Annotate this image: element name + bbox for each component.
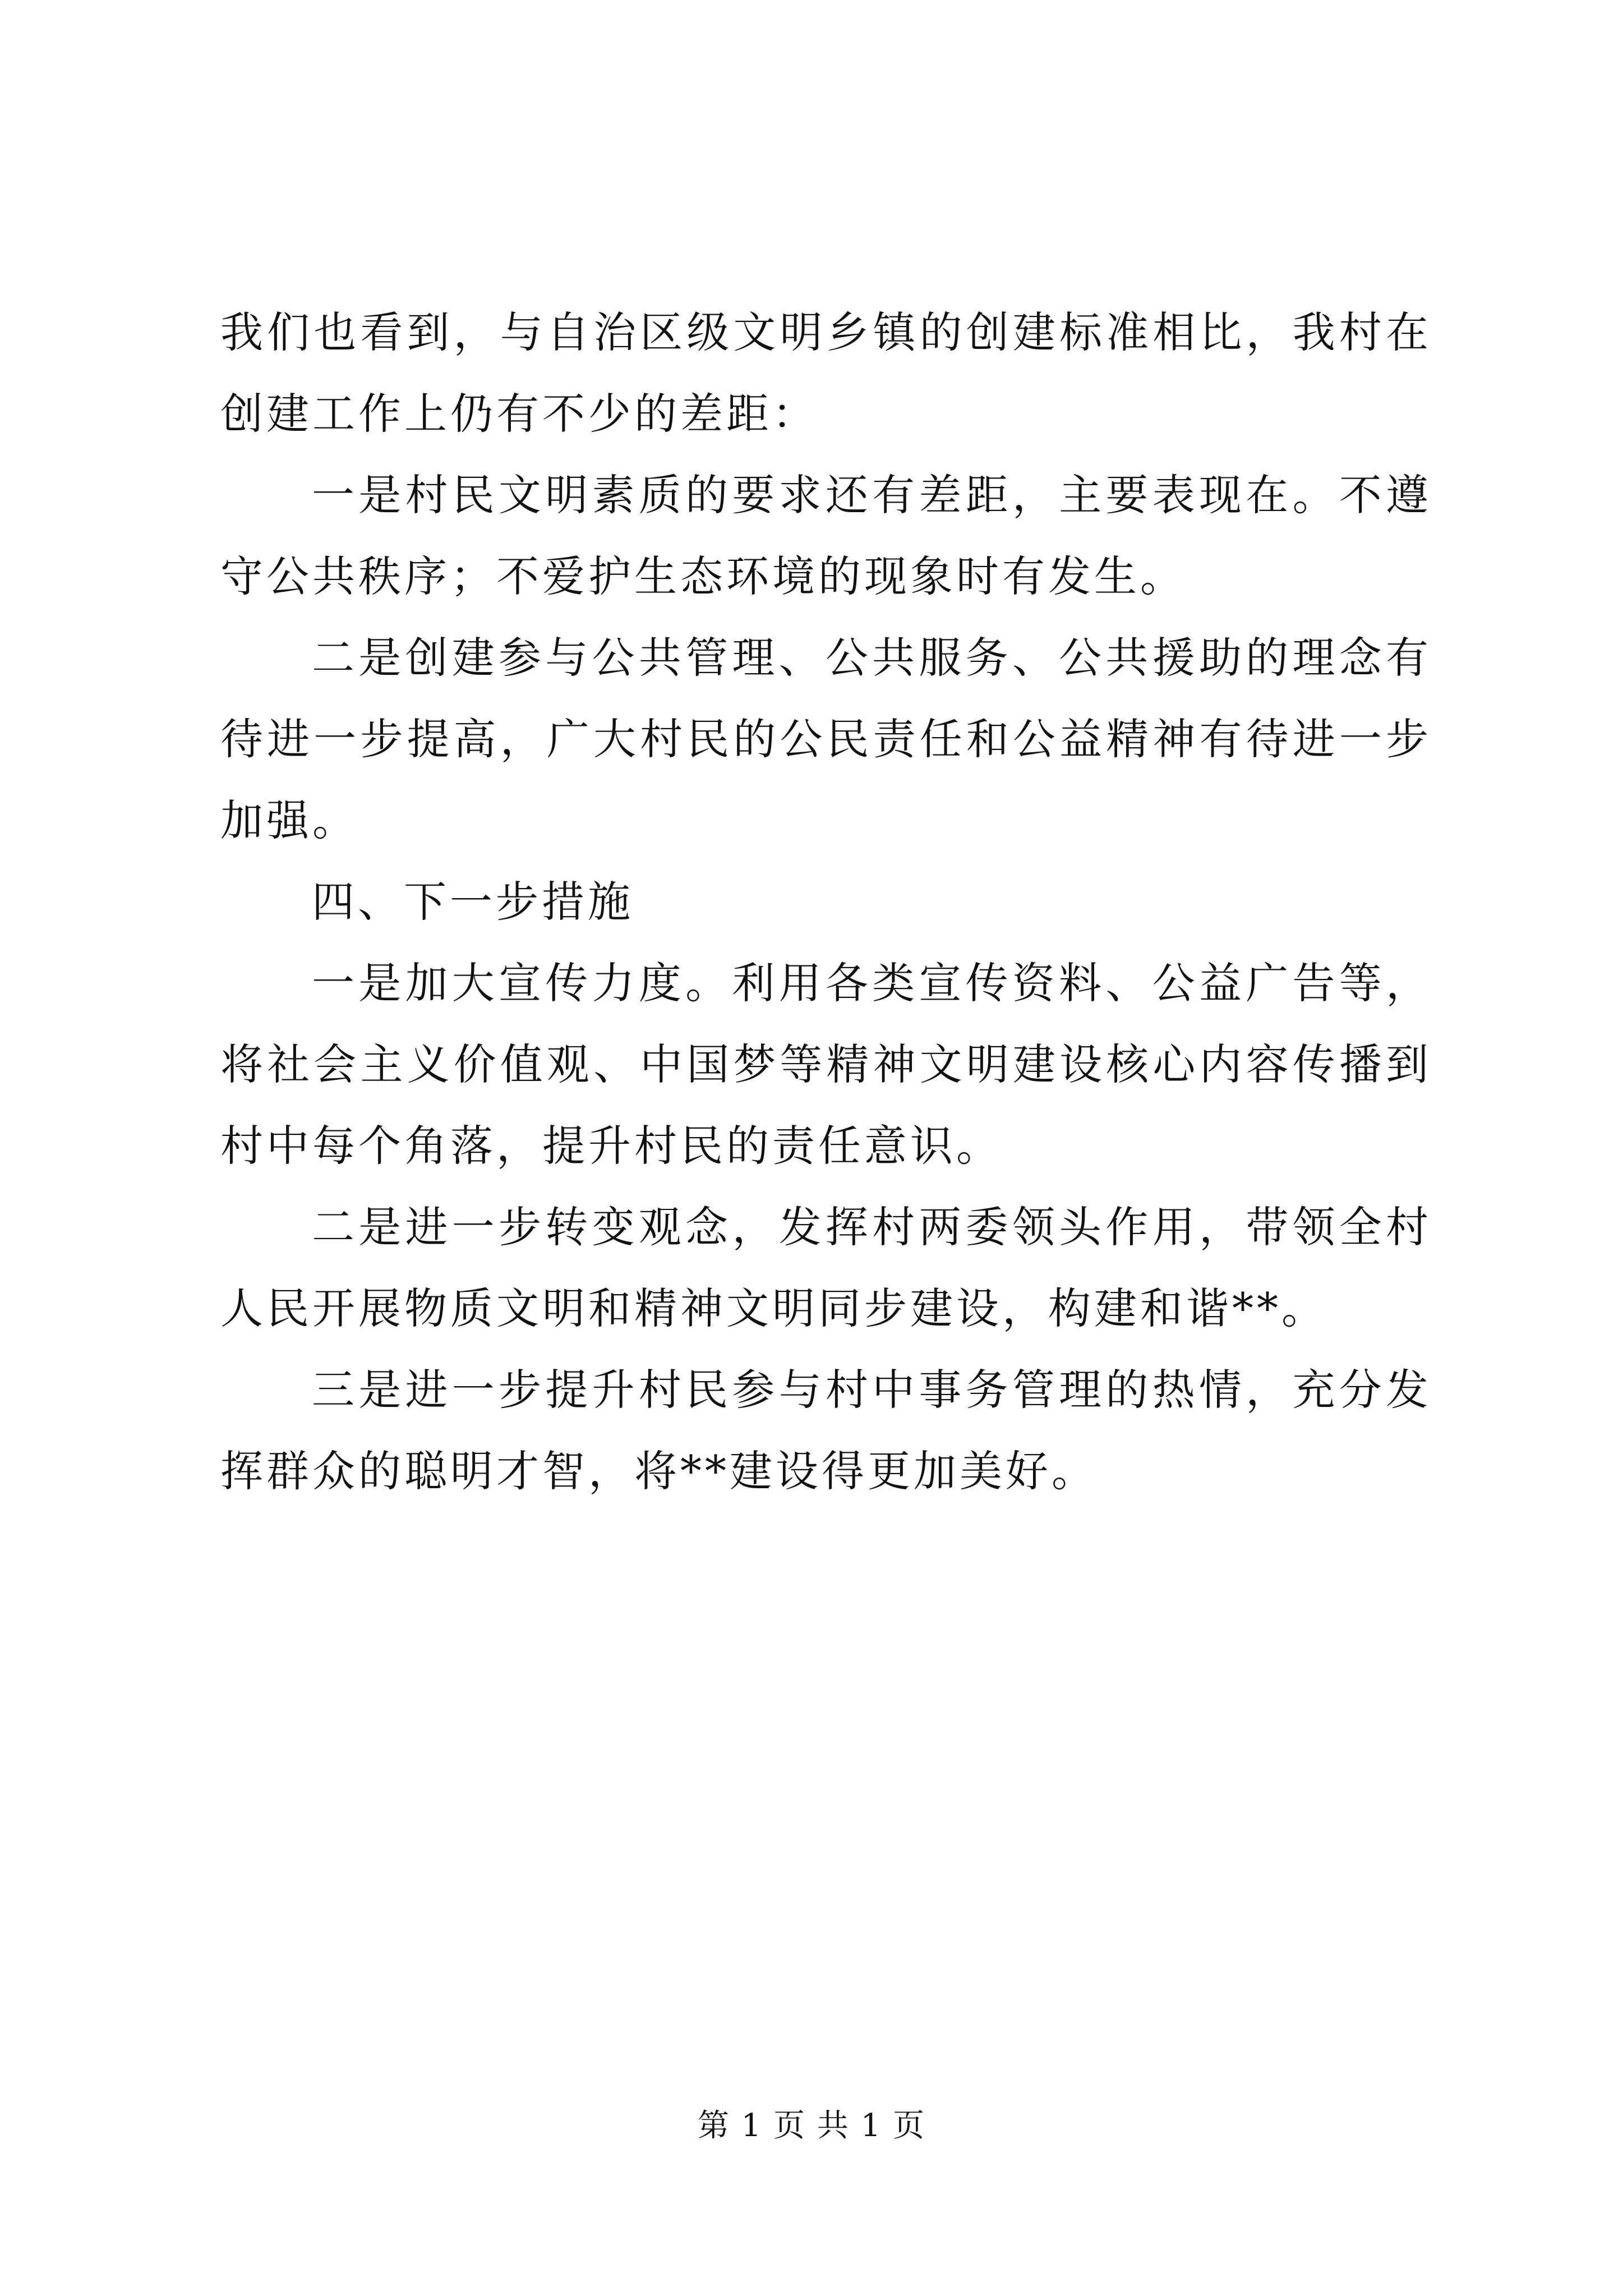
paragraph-intro: 我们也看到，与自治区级文明乡镇的创建标准相比，我村在创建工作上仍有不少的差距： (220, 307, 1432, 439)
paragraph-measure-two: 二是进一步转变观念，发挥村两委领头作用，带领全村人民开展物质文明和精神文明同步建设，构建和谐**。 (220, 1202, 1432, 1333)
paragraph-gap-two: 二是创建参与公共管理、公共服务、公共援助的理念有待进一步提高，广大村民的公民责任和公益精神有待进一步加强。 (220, 633, 1432, 845)
page-number-footer: 第 1 页 共 1 页 (697, 2108, 926, 2144)
paragraph-gap-one: 一是村民文明素质的要求还有差距，主要表现在。不遵守公共秩序；不爱护生态环境的现象时有发生。 (220, 470, 1432, 601)
paragraph-measure-one: 一是加大宣传力度。利用各类宣传资料、公益广告等，将社会主义价值观、中国梦等精神文明建设核心内容传播到村中每个角落，提升村民的责任意识。 (220, 958, 1432, 1171)
document-body (220, 292, 1432, 1512)
section-heading-next-steps: 四、下一步措施 (312, 877, 634, 927)
paragraph-measure-three: 三是进一步提升村民参与村中事务管理的热情，充分发挥群众的聪明才智，将**建设得更加美好。 (220, 1365, 1432, 1496)
